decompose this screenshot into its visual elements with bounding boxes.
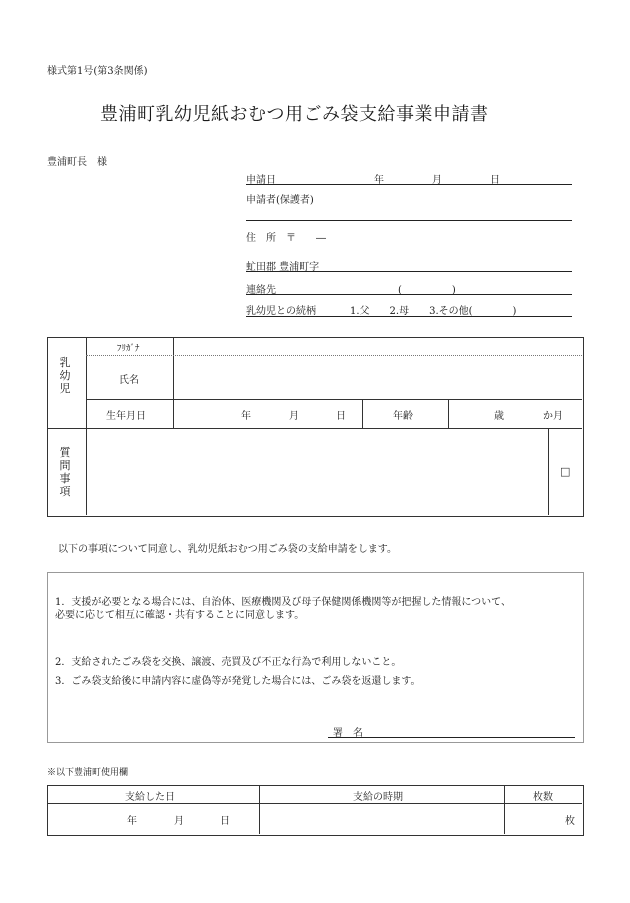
signature-field[interactable] — [328, 737, 575, 738]
infant-table-border — [47, 337, 584, 517]
form-title: 豊浦町乳幼児紙おむつ用ごみ袋支給事業申請書 — [100, 104, 489, 125]
age-label-divider — [448, 399, 449, 428]
office-col-date: 支給した日 — [125, 792, 175, 803]
questions-side-label: 質問事項 — [59, 446, 71, 498]
contact-paren: ( ) — [398, 285, 456, 296]
table-side-divider — [86, 337, 87, 515]
consent-item-3: 3．ごみ袋支給後に申請内容に虚偽等が発覚した場合には、ごみ袋を返還します。 — [55, 676, 421, 687]
date-year-label: 年 — [374, 175, 384, 186]
consent-intro: 以下の事項について同意し、乳幼児紙おむつ用ごみ袋の支給申請をします。 — [58, 544, 397, 555]
date-month-label: 月 — [432, 175, 442, 186]
office-use-note: ※以下豊浦町使用欄 — [47, 768, 129, 778]
consent-box — [47, 572, 584, 743]
dob-label: 生年月日 — [106, 411, 146, 422]
office-col-divider-1 — [259, 785, 260, 834]
office-col-period: 支給の時期 — [353, 792, 403, 803]
dob-month: 月 — [289, 411, 299, 422]
office-col-divider-2 — [504, 785, 505, 834]
name-divider — [86, 399, 582, 400]
consent-item-1-line-1: 1．支援が必要となる場合には、自治体、医療機関及び母子保健関係機関等が把握した情報について、 — [55, 597, 511, 608]
consent-item-1-line-2: 必要に応じて相互に確認・共有することに同意します。 — [55, 610, 305, 621]
application-date-label: 申請日 — [246, 175, 276, 186]
furigana-label: ﾌﾘｶﾞﾅ — [117, 344, 140, 354]
office-row-day: 日 — [220, 816, 230, 827]
applicant-name-field[interactable] — [246, 220, 572, 221]
infant-questions-divider — [47, 428, 582, 429]
relation-options[interactable]: 1.父 2.母 3.その他( ) — [350, 306, 517, 317]
date-day-label: 日 — [490, 175, 500, 186]
application-date-field[interactable] — [246, 184, 572, 185]
signature-label: 署 名 — [333, 728, 363, 739]
relation-field[interactable] — [246, 316, 572, 317]
office-col-count: 枚数 — [533, 792, 553, 803]
table-label-divider — [173, 337, 174, 428]
dob-year: 年 — [241, 411, 251, 422]
form-number: 様式第1号(第3条関係) — [47, 66, 148, 77]
applicant-label: 申請者(保護者) — [246, 195, 314, 206]
addressee: 豊浦町長 様 — [47, 157, 107, 168]
contact-label: 連絡先 — [246, 285, 276, 296]
district-label: 虻田郡 豊浦町字 — [246, 262, 320, 273]
name-label: 氏名 — [119, 375, 139, 386]
infant-side-label: 乳幼児 — [59, 356, 71, 395]
consent-item-2: 2．支給されたごみ袋を交換、譲渡、売買及び不正な行為で利用しないこと。 — [55, 657, 402, 668]
question-checkbox-icon[interactable]: □ — [560, 465, 571, 478]
furigana-divider — [86, 355, 582, 356]
age-years: 歳 — [494, 411, 504, 422]
office-row-year: 年 — [127, 816, 137, 827]
dob-age-divider — [362, 399, 363, 428]
address-label: 住 所 〒 ― — [246, 233, 326, 244]
office-row-unit: 枚 — [565, 816, 575, 827]
age-months: か月 — [543, 411, 563, 422]
address-field[interactable] — [246, 271, 572, 272]
office-row-month: 月 — [174, 816, 184, 827]
age-label: 年齢 — [393, 411, 413, 422]
questions-check-divider — [548, 428, 549, 515]
office-header-divider — [47, 803, 582, 804]
relation-label: 乳幼児との続柄 — [246, 306, 316, 317]
dob-day: 日 — [336, 411, 346, 422]
contact-field[interactable] — [246, 294, 572, 295]
